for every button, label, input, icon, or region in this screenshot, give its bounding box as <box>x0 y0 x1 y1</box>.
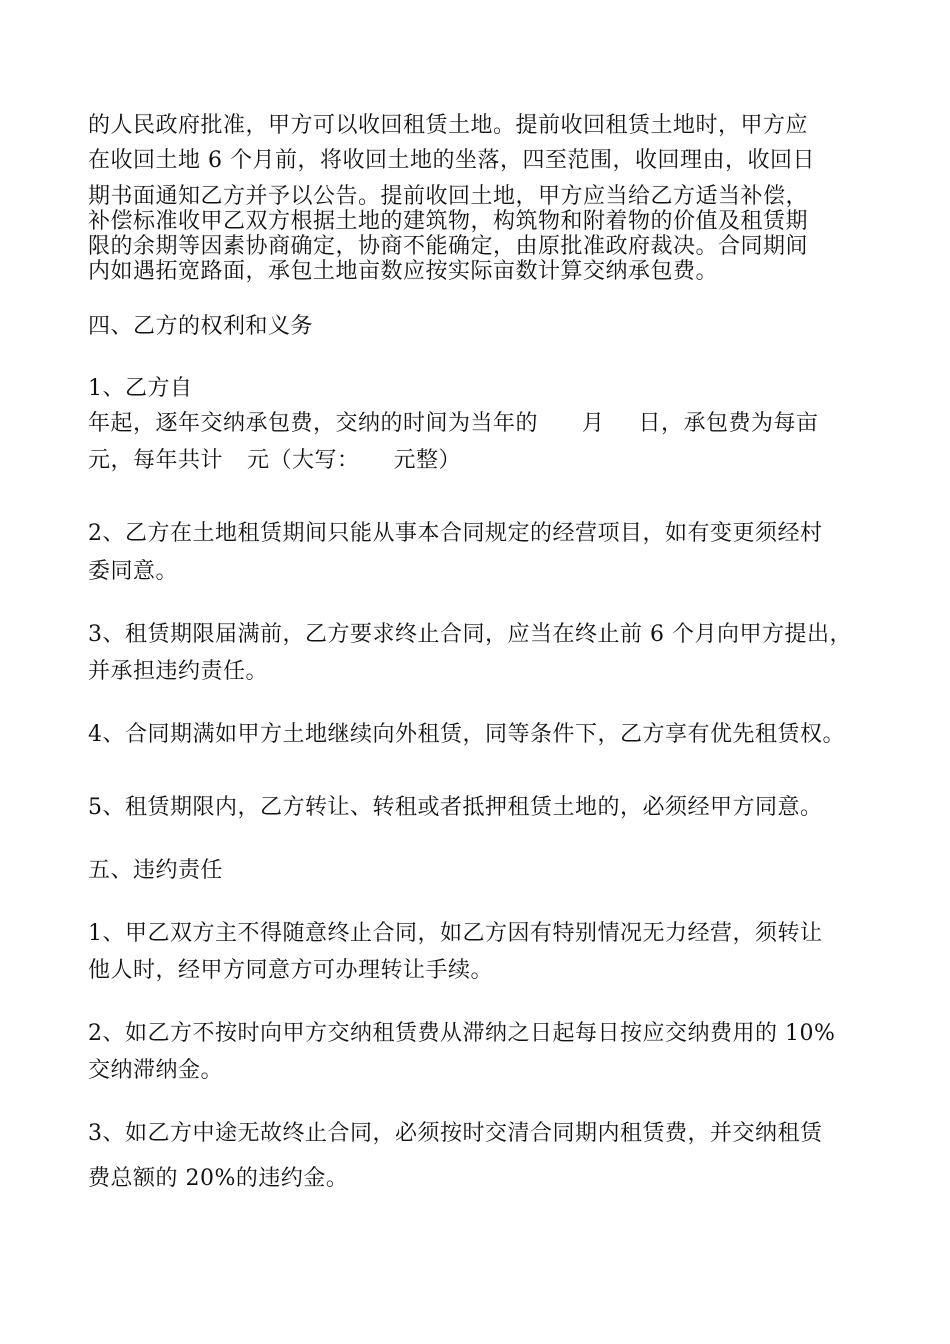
clause-item: 交纳滞纳金。 <box>88 1058 224 1083</box>
total-text-3: 元整） <box>393 448 462 473</box>
clause-item: 委同意。 <box>88 559 179 584</box>
total-line <box>88 447 461 475</box>
clause-item: 3、租赁期限届满前，乙方要求终止合同，应当在终止前 6 个月向甲方提出， <box>88 622 852 647</box>
paragraph-line: 补偿标准收甲乙双方根据土地的建筑物，构筑物和附着物的价值及租赁期 <box>88 209 809 234</box>
clause-item: 2、如乙方不按时向甲方交纳租赁费从滞纳之日起每日按应交纳费用的 10% <box>88 1021 836 1046</box>
fee-text-3: 日，承包费为每亩 <box>638 411 819 436</box>
paragraph-line: 在收回土地 6 个月前，将收回土地的坐落，四至范围，收回理由，收回日 <box>88 148 815 173</box>
clause-item: 费总额的 20%的违约金。 <box>88 1166 349 1191</box>
clause-item: 2、乙方在土地租赁期间只能从事本合同规定的经营项目，如有变更须经村 <box>88 521 823 546</box>
clause-item: 4、合同期满如甲方土地继续向外租赁，同等条件下，乙方享有优先租赁权。 <box>88 722 845 747</box>
fee-line <box>88 410 819 438</box>
clause-item: 1、甲乙双方主不得随意终止合同，如乙方因有特别情况无力经营，须转让 <box>88 921 823 946</box>
total-text-2: 元（大写： <box>247 448 360 473</box>
clause-item: 他人时，经甲方同意方可办理转让手续。 <box>88 958 494 983</box>
clause-item: 5、租赁期限内，乙方转让、转租或者抵押租赁土地的，必须经甲方同意。 <box>88 795 823 820</box>
clause-item: 3、如乙方中途无故终止合同，必须按时交清合同期内租赁费，并交纳租赁 <box>88 1121 823 1146</box>
clause-item: 并承担违约责任。 <box>88 659 269 684</box>
section-heading: 四、乙方的权利和义务 <box>88 314 314 339</box>
clause-item: 1、乙方自 <box>88 376 193 401</box>
fee-text-2: 月 <box>582 411 605 436</box>
fee-text-1: 年起，逐年交纳承包费，交纳的时间为当年的 <box>88 411 539 436</box>
paragraph-line: 内如遇拓宽路面，承包土地亩数应按实际亩数计算交纳承包费。 <box>88 259 719 284</box>
paragraph-line: 的人民政府批准，甲方可以收回租赁土地。提前收回租赁土地时，甲方应 <box>88 113 809 138</box>
total-text-1: 元，每年共计 <box>88 448 224 473</box>
paragraph-line: 限的余期等因素协商确定，协商不能确定，由原批准政府裁决。合同期间 <box>88 234 809 259</box>
section-heading: 五、违约责任 <box>88 858 224 883</box>
paragraph-line: 期书面通知乙方并予以公告。提前收回土地，甲方应当给乙方适当补偿， <box>88 184 809 209</box>
